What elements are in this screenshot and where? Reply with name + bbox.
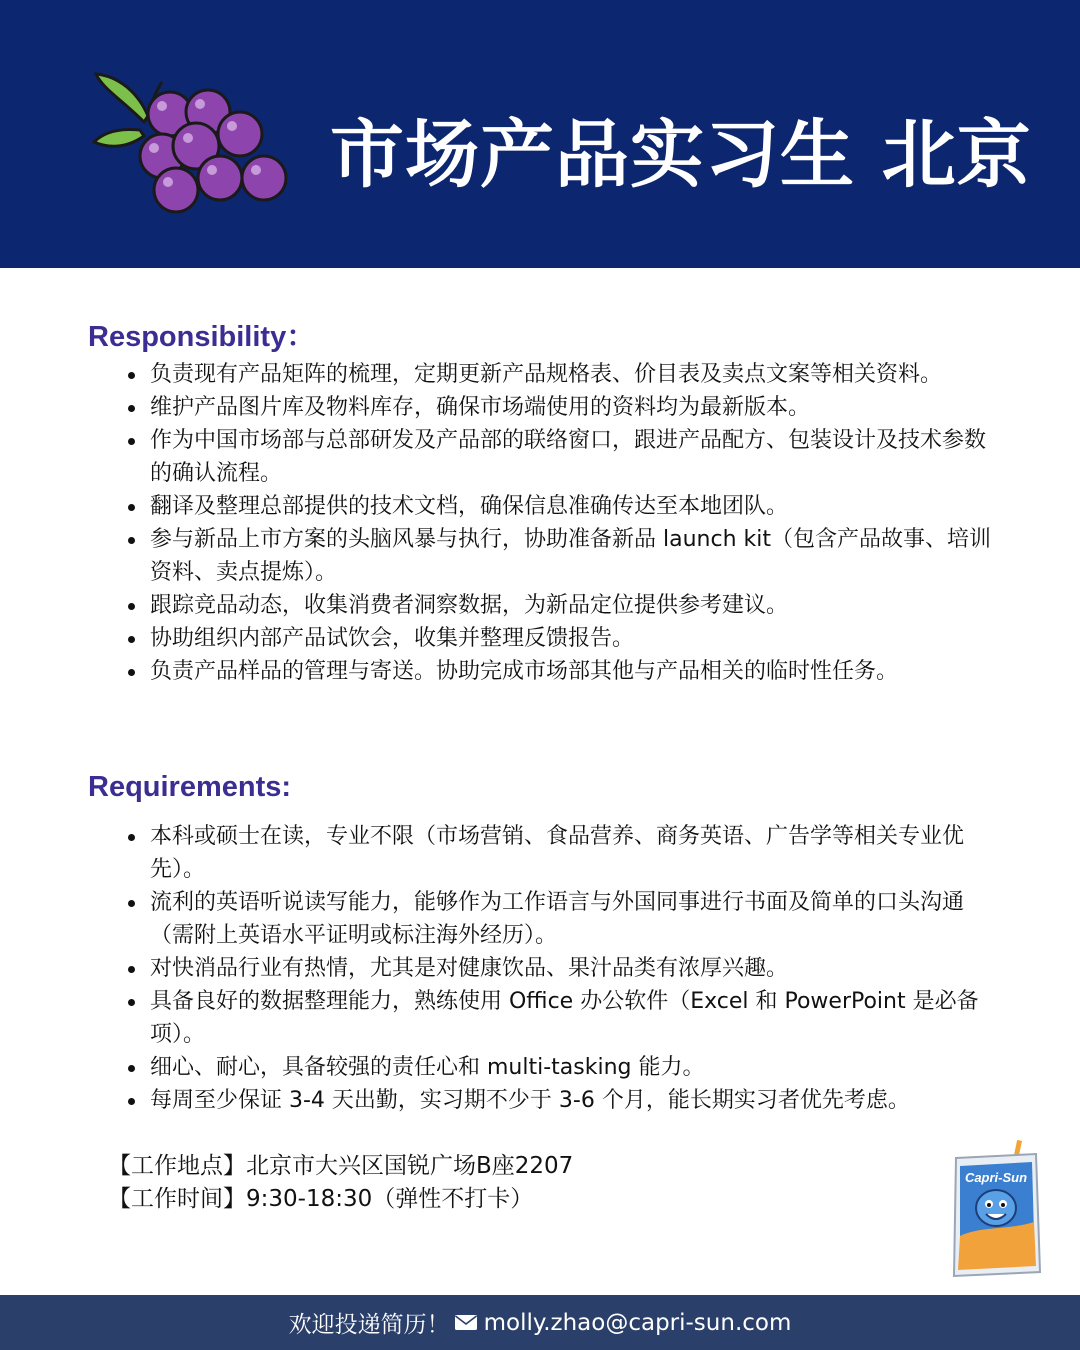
envelope-icon — [454, 1314, 478, 1331]
footer-email-link[interactable]: molly.zhao@capri-sun.com — [483, 1309, 792, 1336]
grape-cluster-icon — [92, 70, 292, 220]
list-item: 对快消品行业有热情，尤其是对健康饮品、果汁品类有浓厚兴趣。 — [124, 952, 1004, 985]
footer-prefix: 欢迎投递简历！ — [288, 1312, 450, 1338]
list-item: 作为中国市场部与总部研发及产品部的联络窗口，跟进产品配方、包装设计及技术参数的确认流程。 — [124, 424, 1004, 490]
list-item: 具备良好的数据整理能力，熟练使用 Office 办公软件（Excel 和 PowerPoint 是必备项）。 — [124, 985, 1004, 1051]
list-item: 流利的英语听说读写能力，能够作为工作语言与外国同事进行书面及简单的口头沟通（需附上英语水平证明或标注海外经历）。 — [124, 886, 1004, 952]
list-item: 跟踪竞品动态，收集消费者洞察数据，为新品定位提供参考建议。 — [124, 589, 1004, 622]
responsibility-list — [124, 358, 1004, 688]
header-banner — [0, 0, 1080, 268]
list-item: 翻译及整理总部提供的技术文档，确保信息准确传达至本地团队。 — [124, 490, 1004, 523]
list-item: 维护产品图片库及物料库存，确保市场端使用的资料均为最新版本。 — [124, 391, 1004, 424]
list-item: 协助组织内部产品试饮会，收集并整理反馈报告。 — [124, 622, 1004, 655]
footer-bar — [0, 1295, 1080, 1350]
list-item: 细心、耐心，具备较强的责任心和 multi-tasking 能力。 — [124, 1051, 1004, 1084]
page-title: 市场产品实习生 北京 — [330, 112, 1032, 198]
capri-sun-pouch-icon — [950, 1138, 1042, 1282]
pouch-brand-label: Capri-Sun — [964, 1170, 1028, 1185]
list-item: 参与新品上市方案的头脑风暴与执行，协助准备新品 launch kit（包含产品故事、培训资料、卖点提炼）。 — [124, 523, 1004, 589]
list-item: 负责现有产品矩阵的梳理，定期更新产品规格表、价目表及卖点文案等相关资料。 — [124, 358, 1004, 391]
list-item: 本科或硕士在读，专业不限（市场营销、食品营养、商务英语、广告学等相关专业优先）。 — [124, 820, 1004, 886]
list-item: 每周至少保证 3-4 天出勤，实习期不少于 3-6 个月，能长期实习者优先考虑。 — [124, 1084, 1004, 1117]
requirements-heading: Requirements: — [88, 771, 292, 803]
list-item: 负责产品样品的管理与寄送。协助完成市场部其他与产品相关的临时性任务。 — [124, 655, 1004, 688]
requirements-list — [124, 820, 1004, 1117]
work-hours: 【工作时间】9:30-18:30（弹性不打卡） — [108, 1186, 534, 1212]
responsibility-heading: Responsibility： — [88, 321, 316, 353]
work-location: 【工作地点】北京市大兴区国锐广场B座2207 — [108, 1153, 574, 1179]
